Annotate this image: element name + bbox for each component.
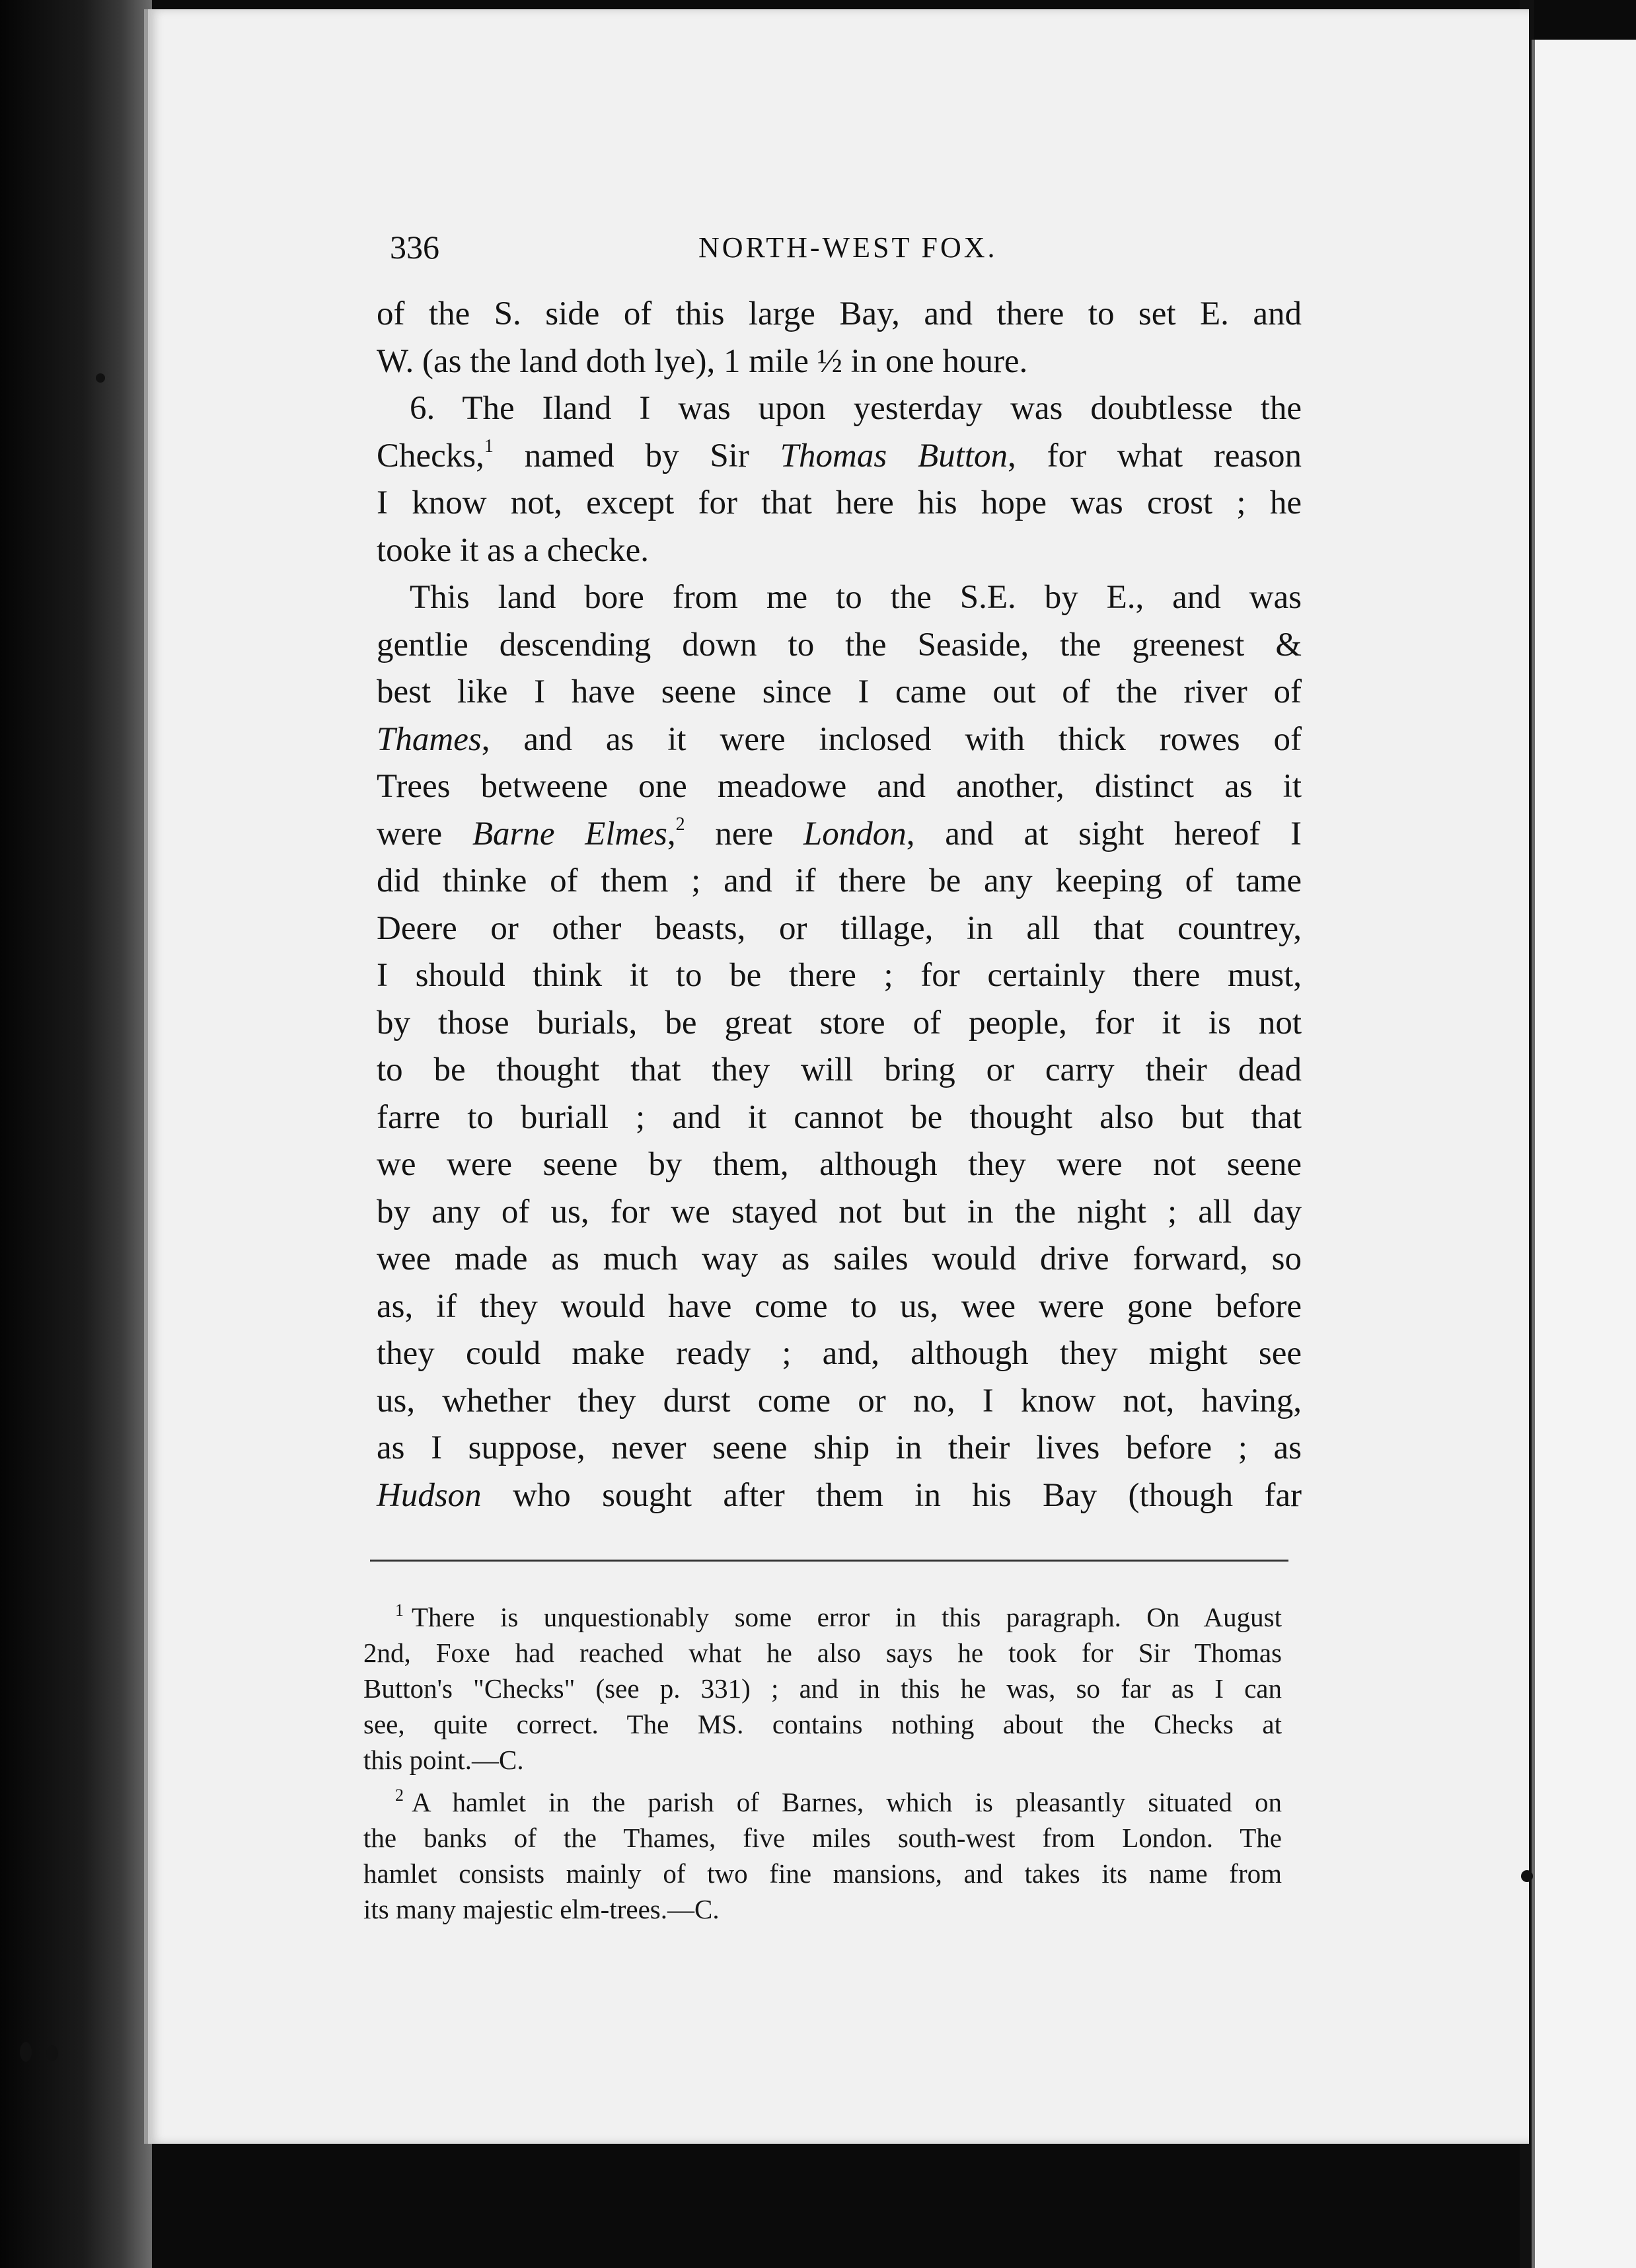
text-line: we were seene by them, although they were not seene xyxy=(377,1146,1302,1183)
text-line: as I suppose, never seene ship in their lives before ; as xyxy=(377,1429,1302,1466)
footnote-line: the banks of the Thames, five miles south-west from London. The xyxy=(363,1823,1282,1853)
scan-speck xyxy=(46,2045,58,2061)
footnote-ref: 2 xyxy=(675,813,685,835)
footnote-1: $^1$ There is unquestionably some error in this paragraph. On August xyxy=(395,1601,1282,1632)
text-line: Trees betweene one meadowe and another, distinct as it xyxy=(377,768,1302,805)
text-line: of the S. side of this large Bay, and there to set E. and xyxy=(377,295,1302,332)
facing-page-edge xyxy=(1532,40,1636,2268)
text-line: did thinke of them ; and if there be any keeping of tame xyxy=(377,862,1302,899)
text-line: Hudson who sought after them in his Bay (though far xyxy=(377,1476,1302,1514)
text-line: to be thought that they will bring or carry their dead xyxy=(377,1051,1302,1088)
scan-speck xyxy=(96,373,105,383)
text-line: I should think it to be there ; for certainly there must, xyxy=(377,957,1302,994)
footnote-line: Button's "Checks" (see p. 331) ; and in this he was, so far as I can xyxy=(363,1673,1282,1704)
page-number: 336 xyxy=(390,229,439,266)
footnote-2: $^2$ A hamlet in the parish of Barnes, which is pleasantly situated on xyxy=(395,1786,1282,1817)
text-line: I know not, except for that here his hope was crost ; he xyxy=(377,484,1302,521)
text-line: Thames, and as it were inclosed with thick rowes of xyxy=(377,720,1302,758)
book-spine-shadow xyxy=(0,0,152,2268)
page-header xyxy=(390,228,1328,274)
text-line: were Barne Elmes,$^2$ nere London, and at sight hereof I xyxy=(377,813,1302,852)
text-line: gentlie descending down to the Seaside, the greenest & xyxy=(377,626,1302,663)
footnote-line: see, quite correct. The MS. contains nothing about the Checks at xyxy=(363,1709,1282,1739)
text-line: they could make ready ; and, although they might see xyxy=(377,1335,1302,1372)
text-line: best like I have seene since I came out of the river of xyxy=(377,673,1302,710)
text-line: by any of us, for we stayed not but in the night ; all day xyxy=(377,1193,1302,1230)
scan-speck xyxy=(1521,1870,1533,1882)
footnote-number: 2 xyxy=(395,1786,404,1805)
body-text xyxy=(377,291,1302,1519)
text-line: Deere or other beasts, or tillage, in all that countrey, xyxy=(377,909,1302,947)
text-line: us, whether they durst come or no, I know not, having, xyxy=(377,1382,1302,1419)
footnote-number: 1 xyxy=(395,1601,404,1620)
text-line: W. (as the land doth lye), 1 mile ½ in one houre. xyxy=(377,342,1028,380)
footnotes xyxy=(363,1593,1282,1927)
footnote-rule xyxy=(370,1560,1288,1562)
text-line: 6. The Iland I was upon yesterday was doubtlesse the xyxy=(410,390,1302,427)
footnote-line: this point.—C. xyxy=(363,1745,524,1775)
text-line: Checks,$^1$ named by Sir Thomas Button, for what reason xyxy=(377,435,1302,474)
text-line: This land bore from me to the S.E. by E., and was xyxy=(410,579,1302,616)
text-line: by those burials, be great store of people, for it is not xyxy=(377,1004,1302,1041)
text-line: farre to buriall ; and it cannot be thought also but that xyxy=(377,1098,1302,1136)
footnote-line: hamlet consists mainly of two fine mansions, and takes its name from xyxy=(363,1858,1282,1889)
text-line: tooke it as a checke. xyxy=(377,531,650,569)
footnote-line: its many majestic elm-trees.—C. xyxy=(363,1894,720,1924)
scan-speck xyxy=(20,2042,32,2062)
footnote-line: 2nd, Foxe had reached what he also says he took for Sir Thomas xyxy=(363,1638,1282,1668)
text-line: as, if they would have come to us, wee were gone before xyxy=(377,1287,1302,1325)
text-line: wee made as much way as sailes would drive forward, so xyxy=(377,1240,1302,1277)
footnote-ref: 1 xyxy=(484,435,494,457)
running-head: NORTH-WEST FOX. xyxy=(698,231,998,264)
